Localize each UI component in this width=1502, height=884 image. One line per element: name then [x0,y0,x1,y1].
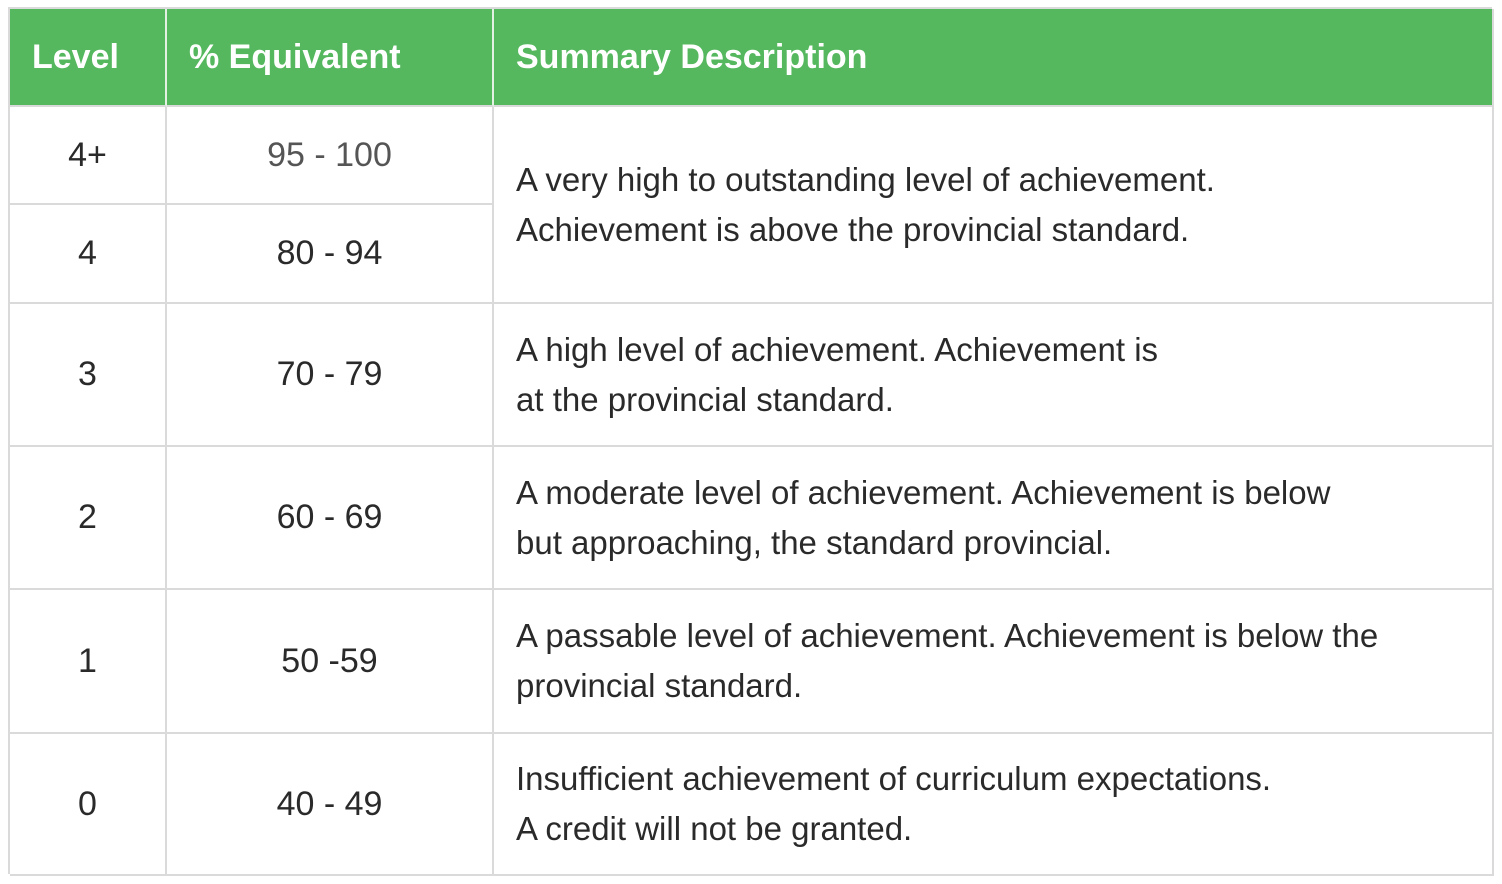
level-cell: 2 [10,447,167,590]
header-percent-equivalent: % Equivalent [167,9,494,107]
description-line: Insufficient achievement of curriculum expectations. [516,760,1272,797]
header-summary-description: Summary Description [494,9,1494,107]
description-line: A passable level of achievement. Achievement is below the [516,617,1379,654]
percent-cell: 60 - 69 [167,447,494,590]
percent-cell: 50 -59 [167,590,494,734]
description-text [516,468,1330,568]
level-cell: 3 [10,304,167,447]
level-cell: 1 [10,590,167,734]
percent-cell: 40 - 49 [167,734,494,876]
description-cell [494,734,1494,876]
percent-cell: 70 - 79 [167,304,494,447]
header-level: Level [10,9,167,107]
description-text [516,325,1158,425]
description-text [516,611,1378,711]
description-line: A very high to outstanding level of achievement. [516,160,1215,198]
description-line: at the provincial standard. [516,380,894,418]
level-cell: 4+ [10,107,167,205]
level-cell: 4 [10,205,167,304]
description-line: A credit will not be granted. [516,810,913,847]
description-text [516,155,1215,255]
achievement-level-table [8,7,1492,874]
description-line: Achievement is above the provincial standard. [516,210,1190,248]
description-cell [494,107,1494,304]
percent-cell: 95 - 100 [167,107,494,205]
description-cell [494,447,1494,590]
description-cell [494,304,1494,447]
level-cell: 0 [10,734,167,876]
description-line: A high level of achievement. Achievement is [516,330,1159,368]
description-text [516,754,1271,854]
description-line: provincial standard. [516,667,803,704]
description-cell [494,590,1494,734]
percent-cell: 80 - 94 [167,205,494,304]
description-line: but approaching, the standard provincial. [516,523,1113,561]
description-line: A moderate level of achievement. Achievement is below [516,473,1331,511]
